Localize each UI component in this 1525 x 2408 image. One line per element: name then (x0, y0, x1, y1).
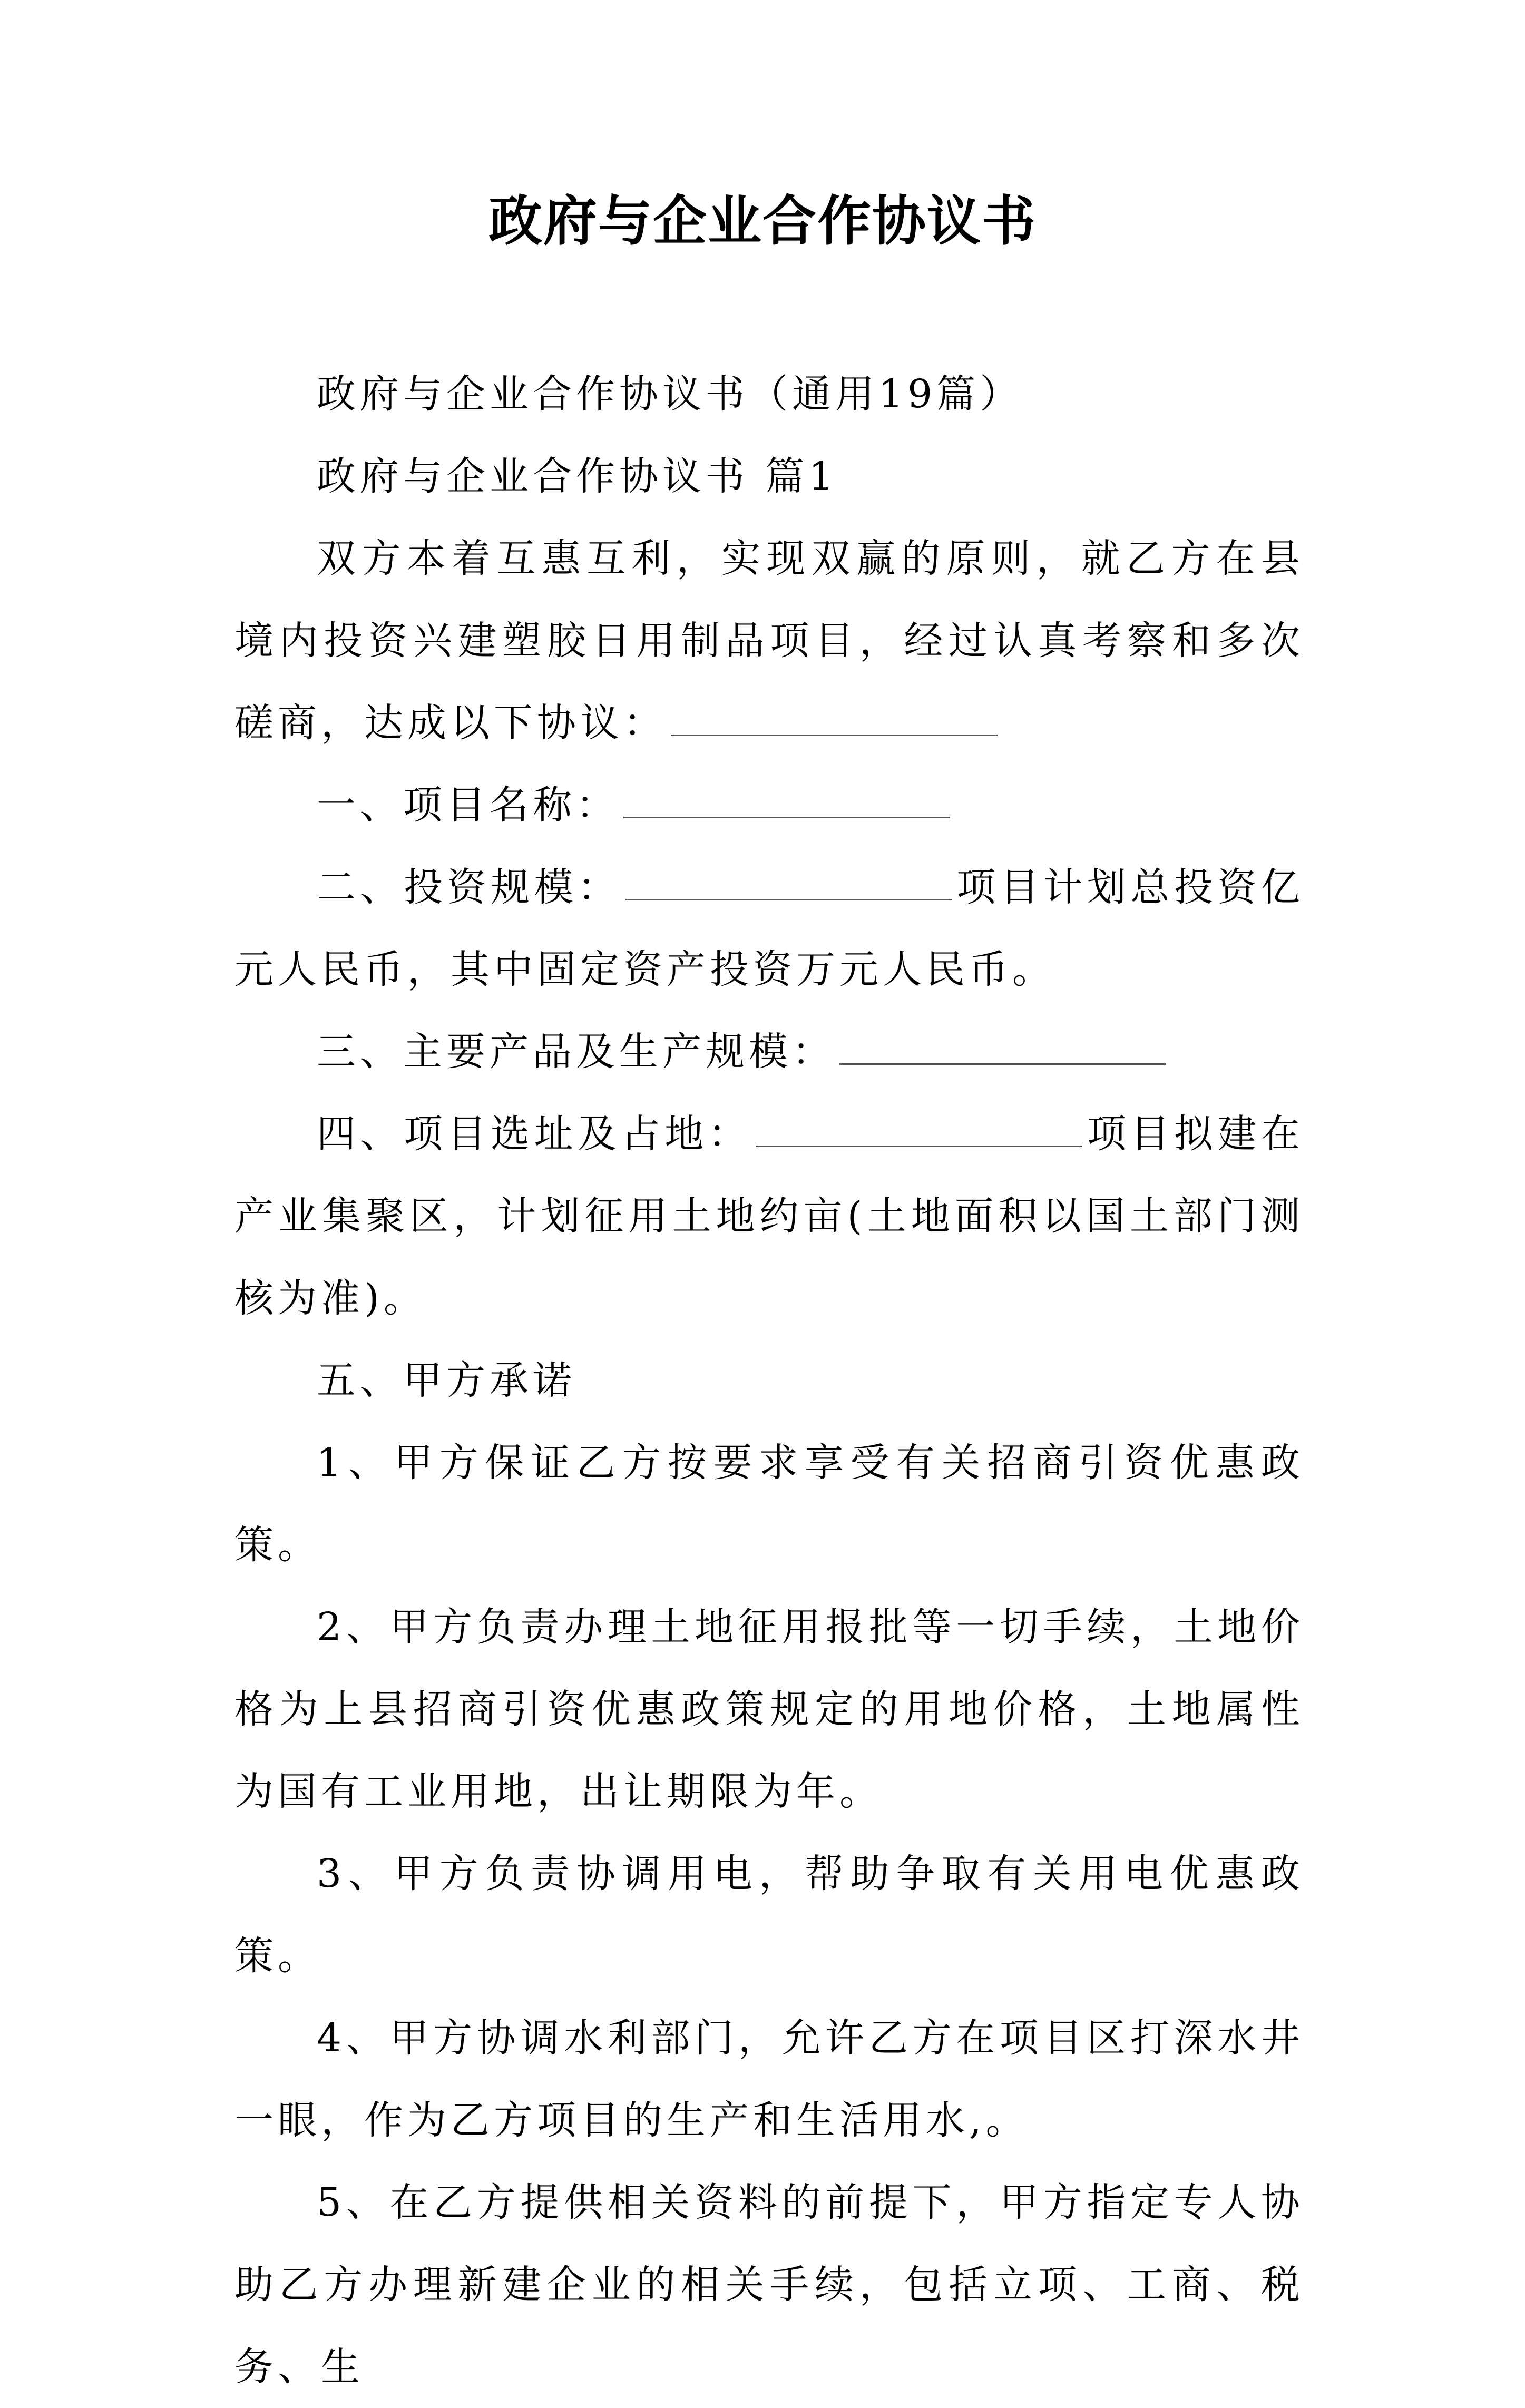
paragraph-commitment-5: 5、在乙方提供相关资料的前提下，甲方指定专人协助乙方办理新建企业的相关手续，包括立项、工商、税务、生 (234, 2180, 1304, 2390)
blank-underline (625, 860, 952, 900)
paragraph-commitment-3: 3、甲方负责协调用电，帮助争取有关用电优惠政策。 (234, 1851, 1304, 1979)
document-body (234, 353, 1304, 2408)
paragraph-subtitle: 政府与企业合作协议书（通用19篇） (317, 371, 1023, 417)
products-label: 三、主要产品及生产规模： (317, 1029, 835, 1074)
paragraph-commitment-2: 2、甲方负责办理土地征用报批等一切手续，土地价格为上县招商引资优惠政策规定的用地价格，土地属性为国有工业用地，出让期限为年。 (234, 1604, 1304, 1814)
investment-scale-label: 二、投资规模： (317, 865, 621, 910)
paragraph-investment-scale (234, 846, 1304, 1011)
paragraph-site-selection (234, 1093, 1304, 1339)
paragraph-commitment-4: 4、甲方协调水利部门，允许乙方在项目区打深水井一眼，作为乙方项目的生产和生活用水,。 (234, 2015, 1304, 2143)
paragraph-party-a-commitments: 五、甲方承诺 (317, 1358, 576, 1403)
site-selection-label: 四、项目选址及占地： (317, 1111, 752, 1157)
paragraph-section-heading: 政府与企业合作协议书 篇1 (317, 454, 838, 499)
blank-underline (839, 1024, 1166, 1065)
paragraph-project-name (234, 764, 1304, 846)
blank-underline (756, 1107, 1082, 1147)
blank-underline (671, 696, 998, 736)
paragraph-products (234, 1011, 1304, 1093)
blank-underline (623, 778, 950, 818)
paragraph-intro (234, 517, 1304, 764)
paragraph-intro-text: 双方本着互惠互利，实现双赢的原则，就乙方在县境内投资兴建塑胶日用制品项目，经过认真考察和多次磋商，达成以下协议： (234, 536, 1304, 746)
document-title: 政府与企业合作协议书 (488, 190, 1037, 253)
paragraph-commitment-1: 1、甲方保证乙方按要求享受有关招商引资优惠政策。 (234, 1440, 1304, 1568)
investment-scale-text: 项目计划总投资亿元人民币，其中固定资产投资万元人民币。 (234, 865, 1305, 992)
site-selection-text: 项目拟建在产业集聚区，计划征用土地约亩(土地面积以国土部门测核为准)。 (234, 1111, 1305, 1321)
project-name-label: 一、项目名称： (317, 782, 619, 828)
